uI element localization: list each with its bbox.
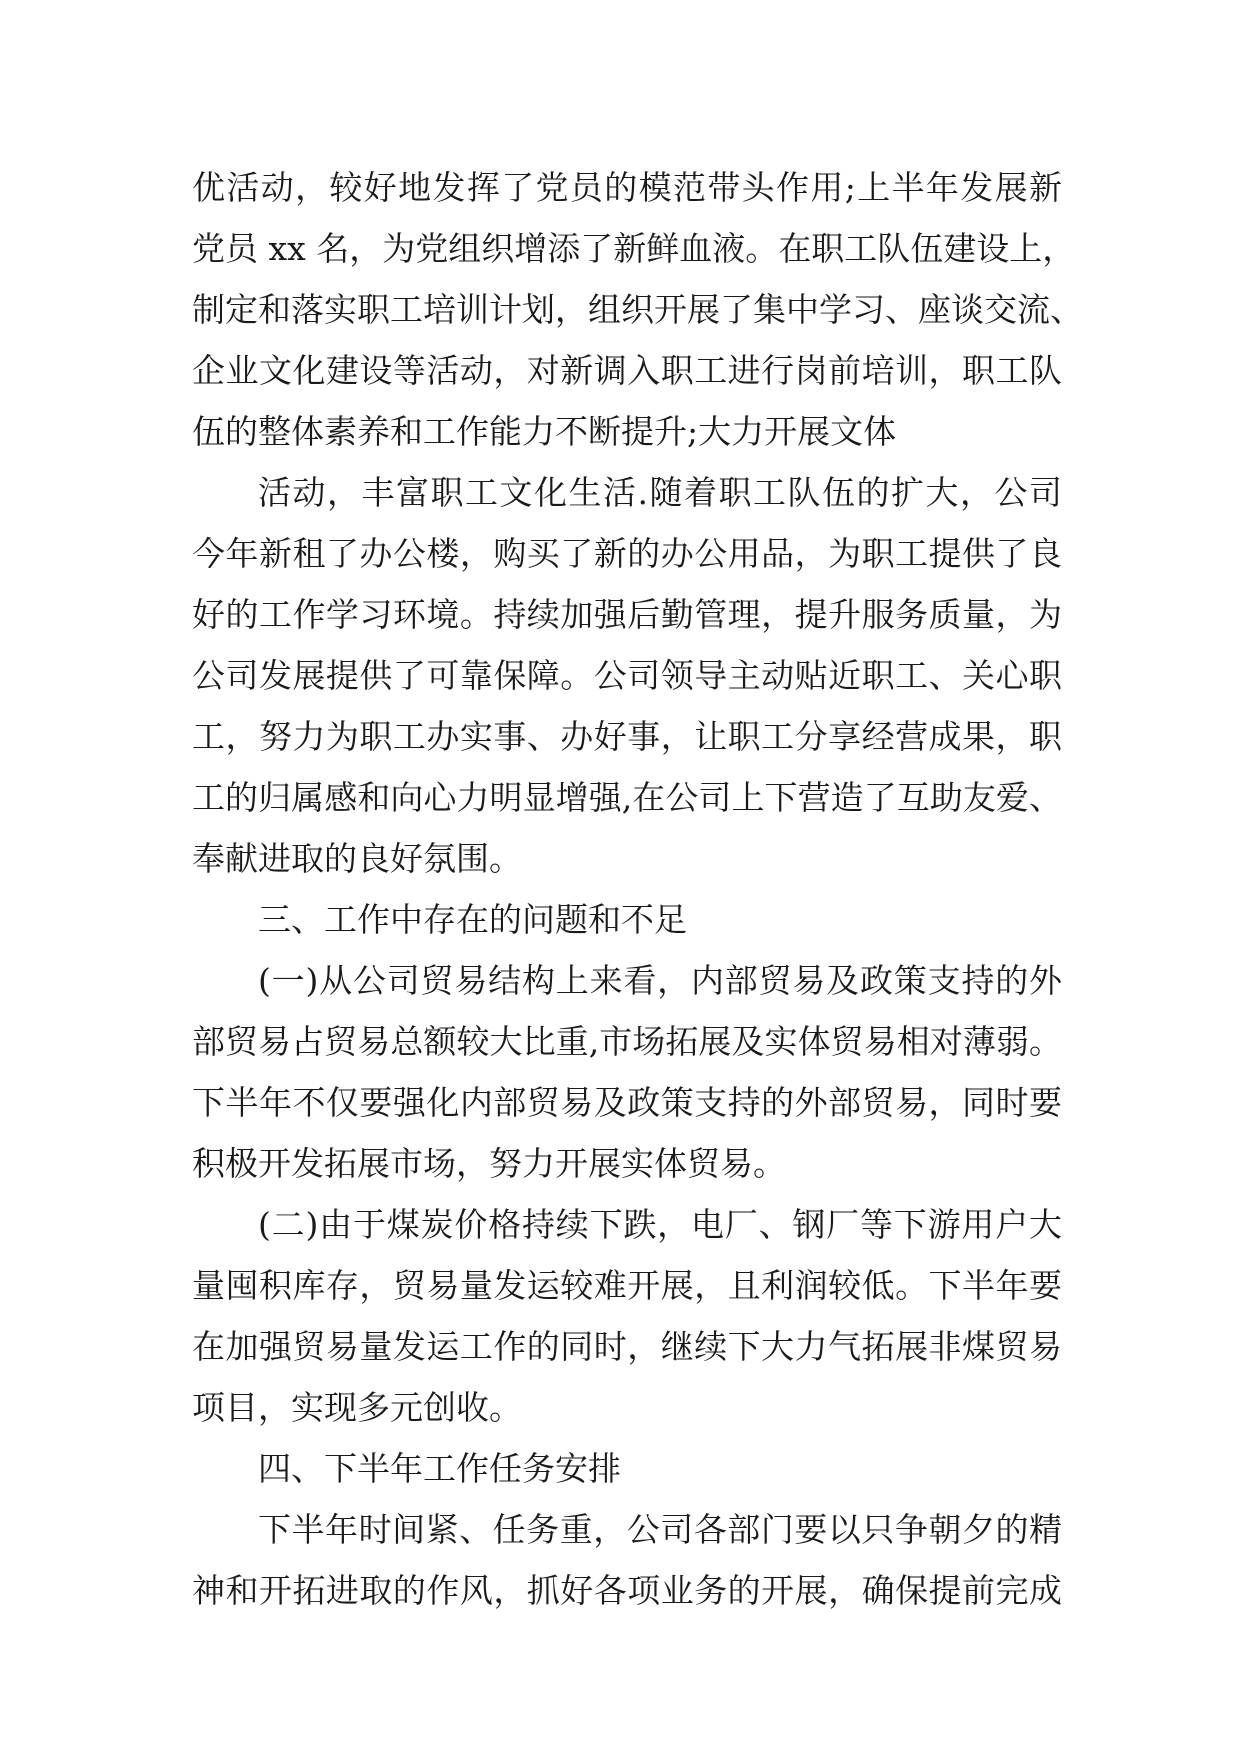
text-line: 好的工作学习环境。持续加强后勤管理，提升服务质量，为 xyxy=(192,595,1062,634)
text-line: 下半年时间紧、任务重，公司各部门要以只争朝夕的精 xyxy=(258,1510,1062,1549)
text-line: 三、工作中存在的问题和不足 xyxy=(258,900,687,939)
text-line: 党员 xx 名，为党组织增添了新鲜血液。在职工队伍建设上， xyxy=(192,229,1076,268)
text-line: 优活动，较好地发挥了党员的模范带头作用;上半年发展新 xyxy=(192,168,1062,207)
text-line: 伍的整体素养和工作能力不断提升;大力开展文体 xyxy=(192,412,897,451)
text-line: (二)由于煤炭价格持续下跌，电厂、钢厂等下游用户大 xyxy=(258,1205,1062,1244)
text-line: 神和开拓进取的作风，抓好各项业务的开展，确保提前完成 xyxy=(192,1571,1062,1610)
text-line: 企业文化建设等活动，对新调入职工进行岗前培训，职工队 xyxy=(192,351,1062,390)
text-line: 部贸易占贸易总额较大比重,市场拓展及实体贸易相对薄弱。 xyxy=(192,1022,1062,1061)
text-line: 下半年不仅要强化内部贸易及政策支持的外部贸易，同时要 xyxy=(192,1083,1062,1122)
text-line: 今年新租了办公楼，购买了新的办公用品，为职工提供了良 xyxy=(192,534,1062,573)
text-line: 活动，丰富职工文化生活.随着职工队伍的扩大，公司 xyxy=(258,473,1062,512)
text-line: 项目，实现多元创收。 xyxy=(192,1388,522,1427)
text-line: 公司发展提供了可靠保障。公司领导主动贴近职工、关心职 xyxy=(192,656,1062,695)
text-line: 制定和落实职工培训计划，组织开展了集中学习、座谈交流、 xyxy=(192,290,1083,329)
text-line: 积极开发拓展市场，努力开展实体贸易。 xyxy=(192,1144,786,1183)
text-line: 量囤积库存，贸易量发运较难开展，且利润较低。下半年要 xyxy=(192,1266,1062,1305)
text-line: 在加强贸易量发运工作的同时，继续下大力气拓展非煤贸易 xyxy=(192,1327,1062,1366)
document-body xyxy=(192,157,1083,1621)
text-line: 工的归属感和向心力明显增强,在公司上下营造了互助友爱、 xyxy=(192,778,1062,817)
text-line: 工，努力为职工办实事、办好事，让职工分享经营成果，职 xyxy=(192,717,1062,756)
text-line: 四、下半年工作任务安排 xyxy=(258,1449,621,1488)
text-line: (一)从公司贸易结构上来看，内部贸易及政策支持的外 xyxy=(258,961,1062,1000)
text-line: 奉献进取的良好氛围。 xyxy=(192,839,522,878)
